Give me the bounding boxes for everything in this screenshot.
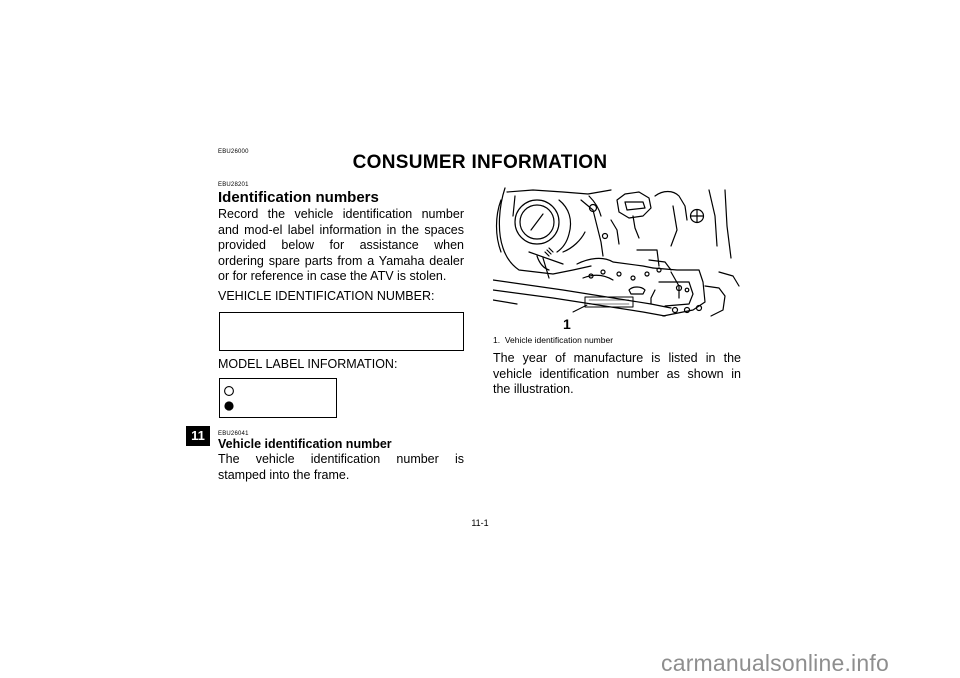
- page-number: 11-1: [471, 518, 489, 528]
- page-title: CONSUMER INFORMATION: [352, 152, 608, 173]
- model-label: MODEL LABEL INFORMATION:: [218, 357, 398, 371]
- identification-heading: Identification numbers: [218, 189, 379, 206]
- vin-body: The vehicle identification number is stamped into the frame.: [218, 452, 464, 482]
- vin-entry-box[interactable]: [219, 312, 464, 351]
- vin-location-illustration: [493, 186, 741, 333]
- year-of-manufacture-text: The year of manufacture is listed in the vehicle identification number as shown in the illustration.: [493, 351, 741, 397]
- caption-text: Vehicle identification number: [504, 335, 614, 345]
- vin-heading: Vehicle identification number: [218, 437, 392, 451]
- doc-code-section: EBU26000: [218, 149, 249, 155]
- model-label-symbols: [220, 379, 336, 417]
- identification-body: Record the vehicle identification number and mod-el label information in the spaces provided below for assistance when ordering spare parts from a Yamaha dealer or for reference in case the ATV is stolen.: [218, 207, 464, 284]
- illustration-caption: [493, 335, 613, 345]
- doc-code-identification: EBU28201: [218, 182, 249, 188]
- model-label-box[interactable]: [219, 378, 337, 418]
- open-circle-icon: [225, 387, 234, 396]
- doc-code-vin: EBU26041: [218, 431, 249, 437]
- illustration-callout: 1: [563, 316, 571, 332]
- chapter-tab: 11: [186, 426, 210, 446]
- vin-label: VEHICLE IDENTIFICATION NUMBER:: [218, 289, 435, 303]
- watermark: carmanualsonline.info: [661, 650, 889, 676]
- caption-number: 1.: [493, 335, 501, 345]
- filled-circle-icon: [224, 401, 233, 410]
